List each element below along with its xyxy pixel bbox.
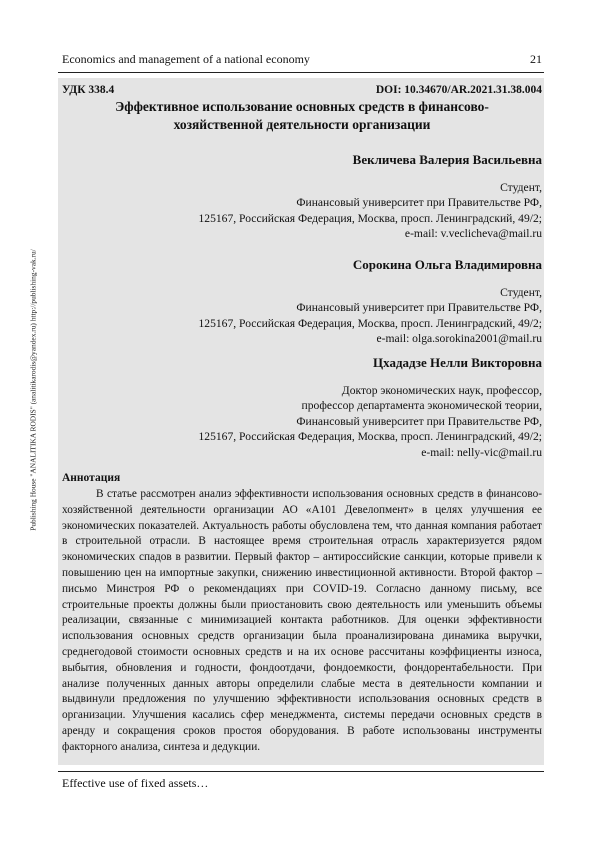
- author-position: Студент,: [500, 180, 542, 194]
- author-block: [82, 152, 542, 242]
- journal-title: Economics and management of a national economy: [62, 52, 310, 66]
- running-footer: Effective use of fixed assets…: [62, 776, 209, 790]
- author-name: Векличева Валерия Васильевна: [352, 152, 542, 167]
- header-rule: [58, 72, 544, 73]
- author-affiliation: Финансовый университет при Правительстве РФ,: [296, 301, 542, 314]
- title-line: Эффективное использование основных средств в финансово-: [115, 99, 489, 114]
- author-name: Сорокина Ольга Владимировна: [352, 257, 542, 272]
- udk-code: УДК 338.4: [62, 84, 115, 96]
- author-affiliation: Финансовый университет при Правительстве РФ,: [296, 196, 542, 209]
- title-line: хозяйственной деятельности организации: [173, 117, 431, 132]
- author-block: [82, 257, 542, 347]
- author-block: [82, 355, 542, 460]
- publisher-sidebar: Publishing House "ANALITIKA RODIS" (analitikarodis@yandex.ru) http://publishing-vak.ru/: [28, 249, 38, 531]
- annotation-heading: Аннотация: [62, 472, 121, 484]
- author-email[interactable]: e-mail: v.veclicheva@mail.ru: [404, 227, 542, 240]
- author-address: 125167, Российская Федерация, Москва, просп. Ленинградский, 49/2;: [198, 430, 542, 443]
- author-address: 125167, Российская Федерация, Москва, просп. Ленинградский, 49/2;: [198, 316, 542, 330]
- author-position: Доктор экономических наук, профессор,: [341, 383, 542, 397]
- author-position: Студент,: [500, 285, 542, 299]
- page-number: 21: [530, 52, 542, 66]
- footer-rule: [58, 771, 544, 772]
- annotation-text: В статье рассмотрен анализ эффективности использования основных средств в финансово-хозяйственной деятельности организации АО «А101 Девелопмент» в целях улучшения ее экономических показателей. Актуальность работы обусловлена тем, что данная компания работает в строительной отрасли. В настоящее время строительная отрасль характеризуется рядом экономических спадов в развитии. Первый фактор – антироссийские санкции, которые привели к повышению цен на импортные закупки, снижению инвестиционной активности. Второй фактор – письмо Минстроя РФ о рекомендациях при COVID-19. Согласно данному письму, все строительные проекты должны были приостановить свою деятельность или уменьшить объемы реализации, связанные с минимизацией контакта работников. Для оценки эффективности использования основных средств организации была проанализирована динамика выручки, среднегодовой стоимости основных средств и на их основе рассчитаны коэффициенты износа, выбытия, обновления и годности, фондоотдачи, фондоемкости, фондорентабельности. При анализе полученных данных авторы определили слабые места в деятельности компании и выдвинули предложения по улучшению эффективности использования основных средств в организации. Улучшения касались сфер менеджмента, системы передачи основных средств в аренду и сокращения сроков простоя оборудования. В работе использованы инструменты факторного анализа, синтеза и дедукции.: [62, 488, 542, 753]
- author-department: профессор департамента экономической теории,: [301, 399, 542, 412]
- author-email[interactable]: e-mail: nelly-vic@mail.ru: [421, 445, 542, 459]
- author-affiliation: Финансовый университет при Правительстве РФ,: [296, 414, 542, 428]
- author-email[interactable]: e-mail: olga.sorokina2001@mail.ru: [376, 332, 542, 345]
- author-address: 125167, Российская Федерация, Москва, просп. Ленинградский, 49/2;: [198, 211, 542, 225]
- doi-link[interactable]: DOI: 10.34670/AR.2021.31.38.004: [375, 84, 542, 96]
- author-name: Цхададзе Нелли Викторовна: [373, 355, 542, 370]
- article-title: [62, 98, 542, 134]
